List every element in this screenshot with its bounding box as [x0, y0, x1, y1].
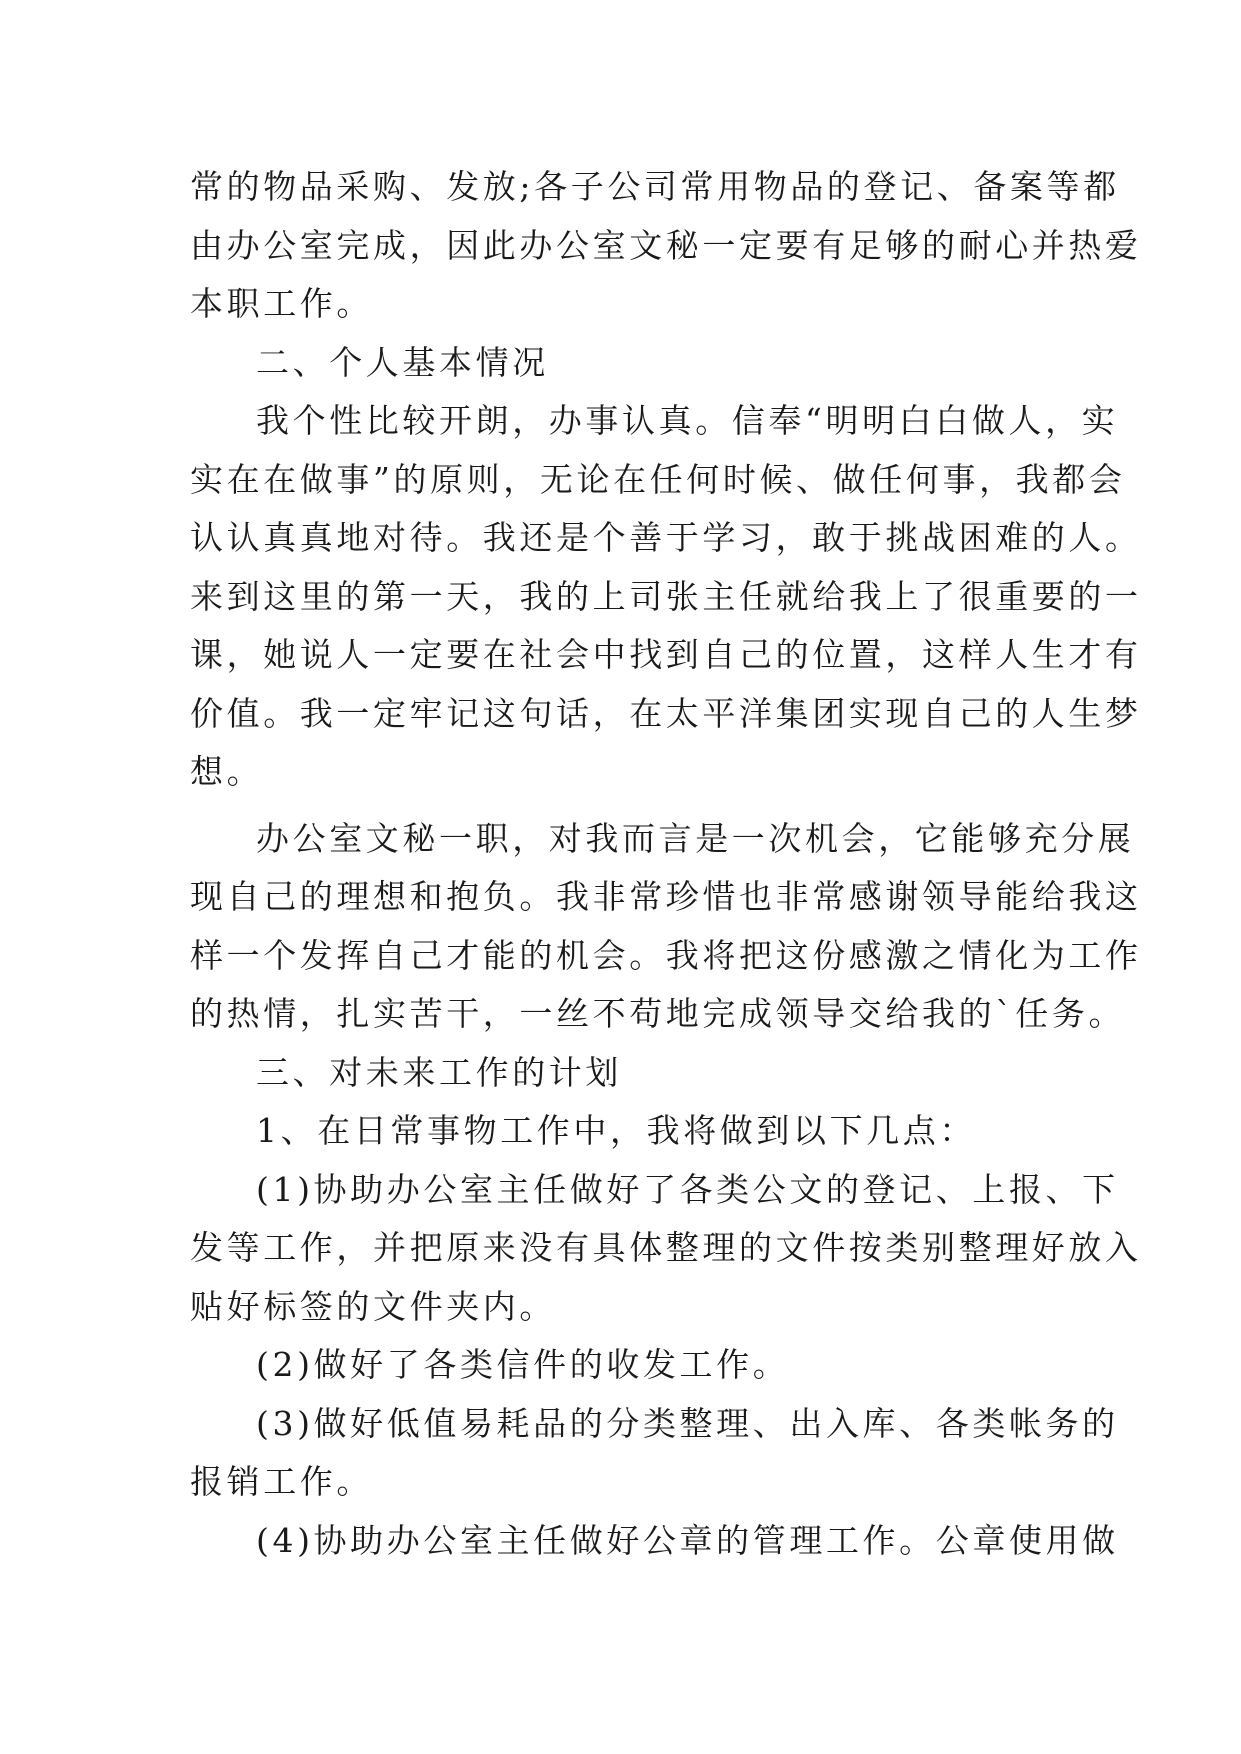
- section-heading: 二、个人基本情况: [256, 342, 549, 382]
- text-line: 认认真真地对待。我还是个善于学习，敢于挑战困难的人。: [190, 518, 1142, 557]
- text-line: 常的物品采购、发放;各子公司常用物品的登记、备案等都: [190, 167, 1120, 206]
- text-line: 1、在日常事物工作中，我将做到以下几点：: [256, 1111, 976, 1150]
- list-item: (3)做好低值易耗品的分类整理、出入库、各类帐务的: [256, 1403, 1119, 1443]
- text-line: 课，她说人一定要在社会中找到自己的位置，这样人生才有: [190, 635, 1142, 674]
- text-line: 实在在做事”的原则，无论在任何时候、做任何事，我都会: [190, 459, 1126, 499]
- list-item: (1)协助办公室主任做好了各类公文的登记、上报、下: [256, 1169, 1119, 1209]
- text-line: 办公室文秘一职，对我而言是一次机会，它能够充分展: [256, 818, 1135, 858]
- text-line: 报销工作。: [190, 1462, 373, 1501]
- text-line: 贴好标签的文件夹内。: [190, 1286, 556, 1326]
- text-line: 来到这里的第一天，我的上司张主任就给我上了很重要的一: [190, 576, 1142, 616]
- section-heading: 三、对未来工作的计划: [256, 1052, 622, 1092]
- list-item: (2)做好了各类信件的收发工作。: [256, 1345, 790, 1384]
- text-line: 由办公室完成，因此办公室文秘一定要有足够的耐心并热爱: [190, 225, 1142, 265]
- text-line: 样一个发挥自己才能的机会。我将把这份感激之情化为工作: [190, 935, 1142, 975]
- document-page: [190, 158, 1142, 1570]
- list-item: (4)协助办公室主任做好公章的管理工作。公章使用做: [256, 1520, 1119, 1560]
- text-line: 现自己的理想和抱负。我非常珍惜也非常感谢领导能给我这: [190, 877, 1142, 916]
- text-line: 的热情，扎实苦干，一丝不苟地完成领导交给我的`任务。: [190, 994, 1126, 1033]
- text-line: 发等工作，并把原来没有具体整理的文件按类别整理好放入: [190, 1228, 1142, 1267]
- text-line: 想。: [190, 752, 264, 791]
- text-line: 本职工作。: [190, 284, 373, 323]
- text-line: 价值。我一定牢记这句话，在太平洋集团实现自己的人生梦: [190, 693, 1142, 733]
- text-line: 我个性比较开朗，办事认真。信奉“明明白白做人，实: [256, 401, 1119, 440]
